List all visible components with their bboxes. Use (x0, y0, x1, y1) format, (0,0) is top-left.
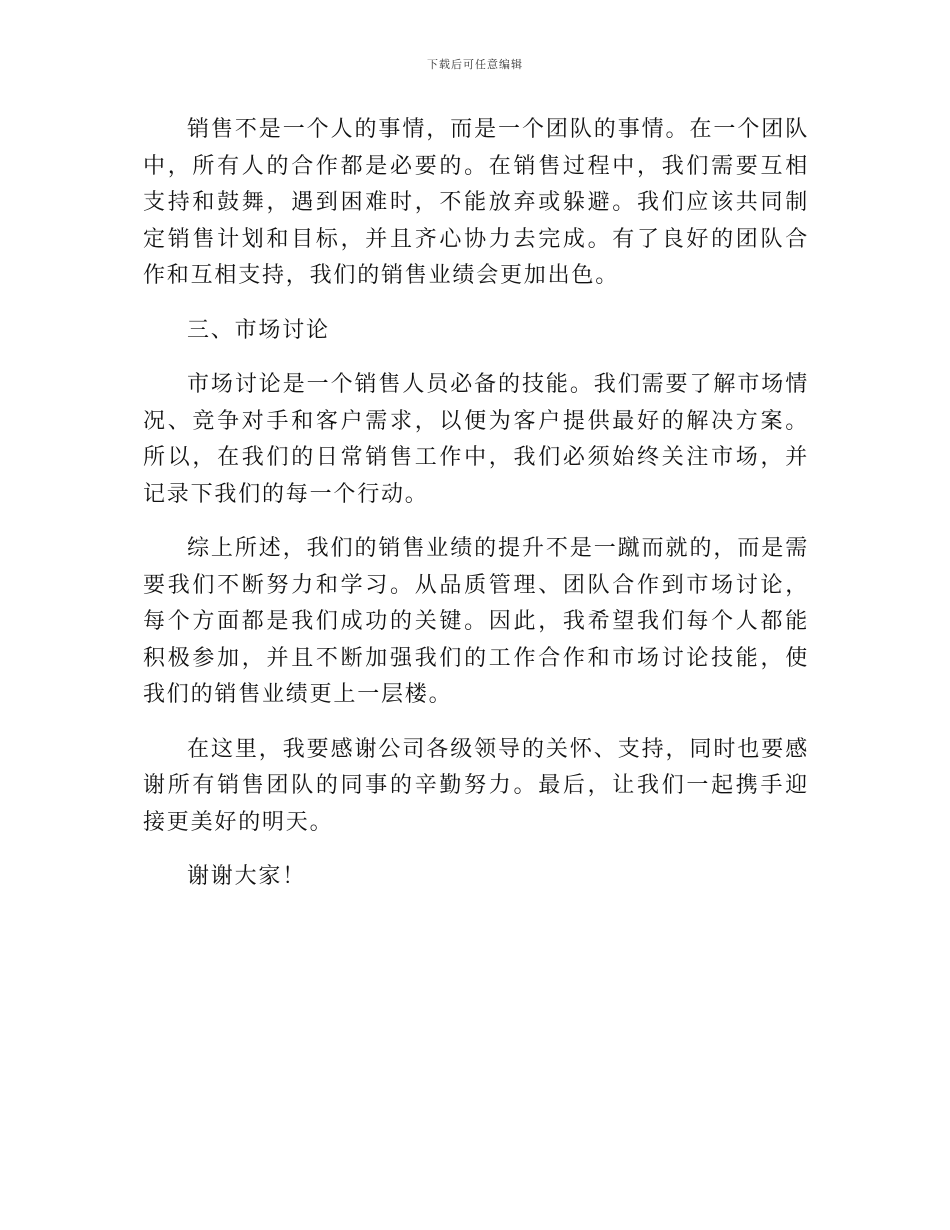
paragraph-market-discussion: 市场讨论是一个销售人员必备的技能。我们需要了解市场情况、竞争对手和客户需求，以便为客户提供最好的解决方案。所以，在我们的日常销售工作中，我们必须始终关注市场，并记录下我们的每一个行动。 (143, 372, 809, 507)
closing-line: 谢谢大家！ (187, 864, 307, 889)
section-heading-market-discussion: 三、市场讨论 (187, 317, 330, 343)
header-note: 下载后可任意编辑 (427, 58, 523, 71)
paragraph-teamwork: 销售不是一个人的事情，而是一个团队的事情。在一个团队中，所有人的合作都是必要的。在销售过程中，我们需要互相支持和鼓舞，遇到困难时，不能放弃或躲避。我们应该共同制定销售计划和目标，并且齐心协力去完成。有了良好的团队合作和互相支持，我们的销售业绩会更加出色。 (143, 117, 809, 288)
paragraph-summary: 综上所述，我们的销售业绩的提升不是一蹴而就的，而是需要我们不断努力和学习。从品质管理、团队合作到市场讨论，每个方面都是我们成功的关键。因此，我希望我们每个人都能积极参加，并且不断加强我们的工作合作和市场讨论技能，使我们的销售业绩更上一层楼。 (143, 536, 809, 707)
document-body (143, 112, 809, 914)
paragraph-thanks: 在这里，我要感谢公司各级领导的关怀、支持，同时也要感谢所有销售团队的同事的辛勤努力。最后，让我们一起携手迎接更美好的明天。 (143, 736, 809, 835)
